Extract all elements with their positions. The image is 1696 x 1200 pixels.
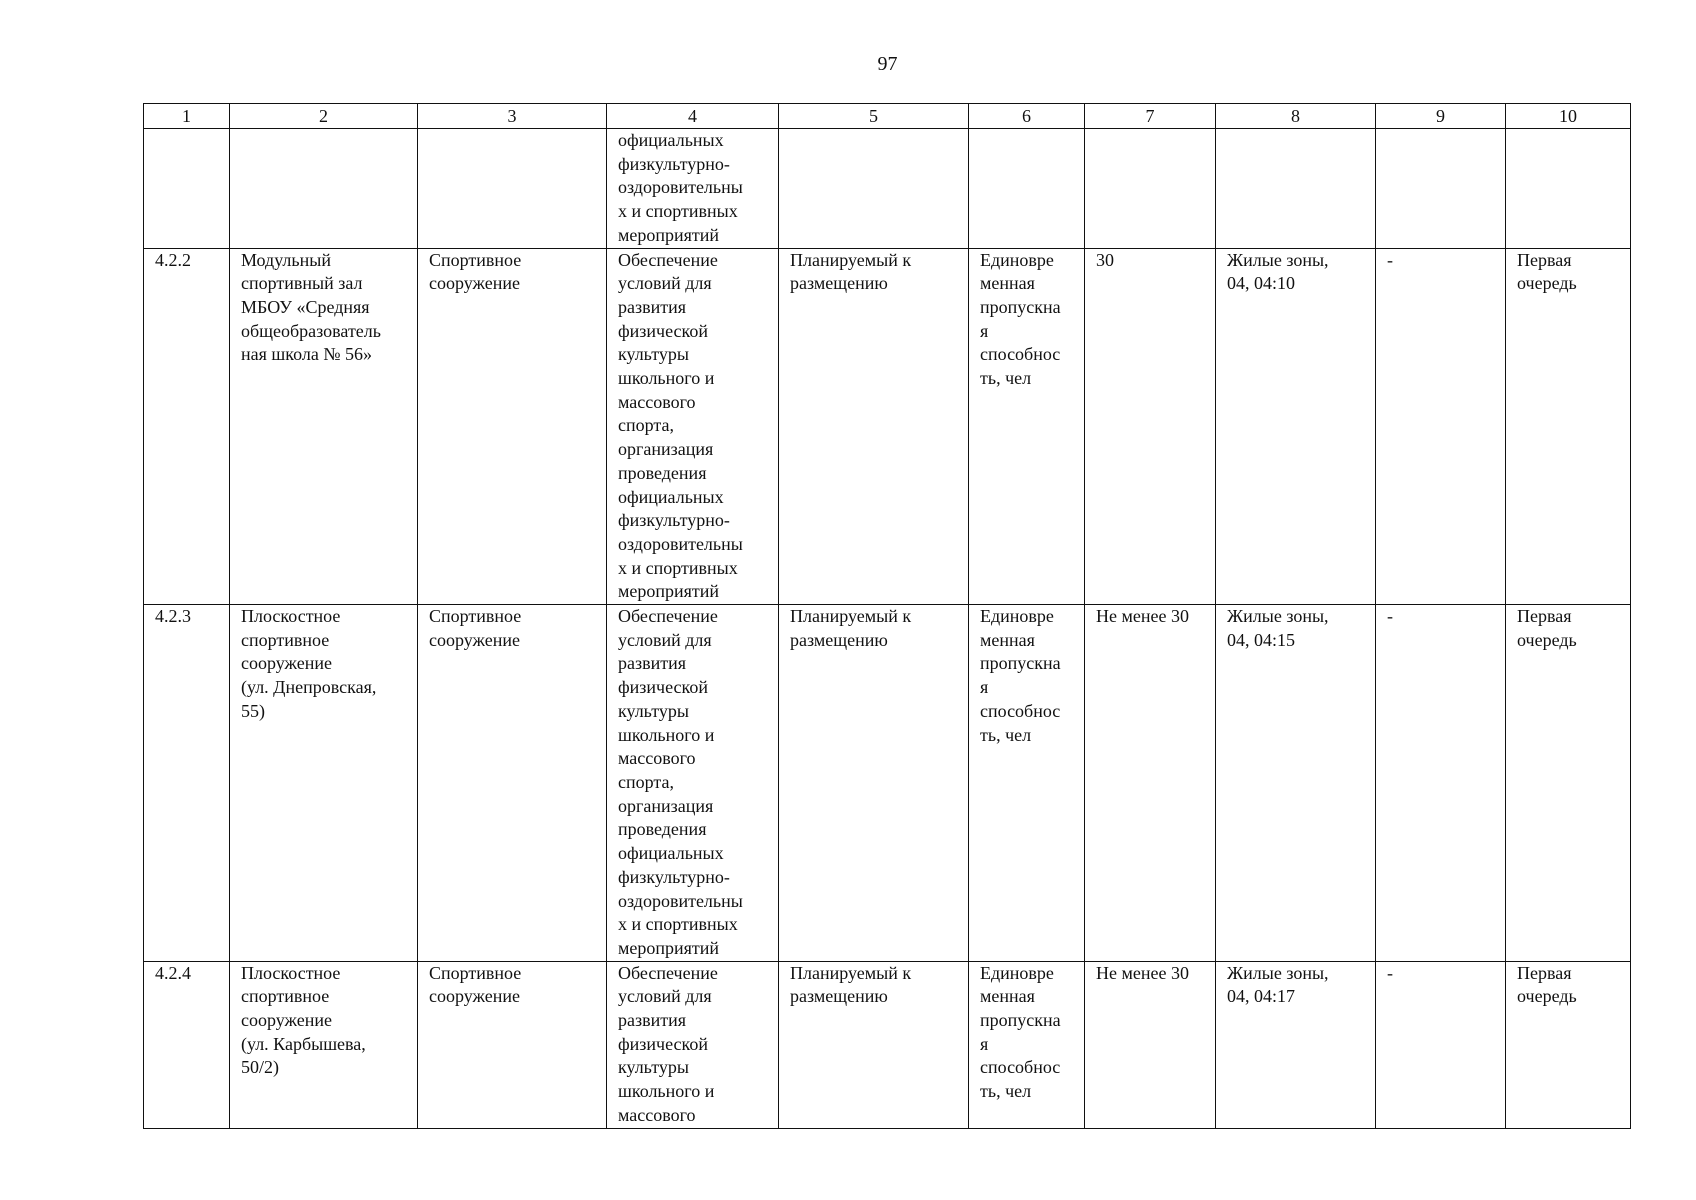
page-number: 97 (877, 53, 898, 75)
cell-stage (1506, 129, 1631, 249)
cell-purpose (607, 248, 779, 605)
header-col-8: 8 (1216, 104, 1376, 129)
cell-purpose (607, 129, 779, 249)
cell-name (230, 129, 418, 249)
header-col-3: 3 (418, 104, 607, 129)
header-col-1: 1 (144, 104, 230, 129)
cell-characteristic (969, 961, 1085, 1128)
cell-characteristic (969, 248, 1085, 605)
cell-text: Первая очередь (1517, 249, 1577, 294)
cell-text: Плоскостное спортивное сооружение (ул. Карбышева, 50/2) (241, 962, 366, 1078)
cell-number (144, 129, 230, 249)
cell-stage (1506, 961, 1631, 1128)
cell-name (230, 248, 418, 605)
cell-type (418, 248, 607, 605)
cell-number (144, 961, 230, 1128)
cell-value (1085, 129, 1216, 249)
header-col-6: 6 (969, 104, 1085, 129)
cell-stage (1506, 248, 1631, 605)
cell-text: Единовре менная пропускна я способнос ть, чел (980, 249, 1061, 389)
header-col-10: 10 (1506, 104, 1631, 129)
cell-col9 (1376, 961, 1506, 1128)
cell-text: официальных физкультурно- оздоровительны х и спортивных мероприятий (618, 130, 743, 245)
cell-zone (1216, 129, 1376, 249)
cell-status (779, 961, 969, 1128)
cell-text: - (1387, 606, 1393, 627)
cell-text: 4.2.4 (155, 962, 191, 983)
cell-value (1085, 248, 1216, 605)
cell-col9 (1376, 248, 1506, 605)
header-col-2: 2 (230, 104, 418, 129)
cell-name (230, 605, 418, 962)
cell-text: Спортивное сооружение (429, 606, 522, 650)
cell-zone (1216, 605, 1376, 962)
cell-text: Планируемый к размещению (790, 962, 912, 1007)
cell-characteristic (969, 129, 1085, 249)
table-row (144, 129, 1631, 249)
table-row (144, 605, 1631, 962)
cell-status (779, 129, 969, 249)
cell-characteristic (969, 605, 1085, 962)
cell-text: Обеспечение условий для развития физической культуры школьного и массового (618, 962, 718, 1125)
cell-number (144, 605, 230, 962)
cell-purpose (607, 605, 779, 962)
document-table (143, 103, 1631, 1129)
cell-number (144, 248, 230, 605)
cell-text: Планируемый к размещению (790, 249, 912, 294)
table-row (144, 961, 1631, 1128)
cell-type (418, 129, 607, 249)
cell-status (779, 605, 969, 962)
cell-text: Первая очередь (1517, 962, 1577, 1007)
header-row (144, 104, 1631, 129)
cell-zone (1216, 961, 1376, 1128)
cell-text: Спортивное сооружение (429, 249, 522, 294)
cell-text: Не менее 30 (1096, 962, 1189, 983)
cell-text: Не менее 30 (1096, 606, 1189, 627)
cell-text: Планируемый к размещению (790, 606, 912, 650)
cell-text: Жилые зоны, 04, 04:15 (1227, 606, 1329, 650)
cell-purpose (607, 961, 779, 1128)
cell-type (418, 961, 607, 1128)
cell-value (1085, 961, 1216, 1128)
cell-text: Жилые зоны, 04, 04:17 (1227, 962, 1329, 1007)
cell-col9 (1376, 605, 1506, 962)
header-col-4: 4 (607, 104, 779, 129)
cell-text: Жилые зоны, 04, 04:10 (1227, 249, 1329, 294)
cell-text: Модульный спортивный зал МБОУ «Средняя общеобразователь ная школа № 56» (241, 249, 381, 365)
table-row (144, 248, 1631, 605)
cell-text: - (1387, 249, 1393, 270)
cell-zone (1216, 248, 1376, 605)
cell-text: Спортивное сооружение (429, 962, 522, 1007)
cell-text: Единовре менная пропускна я способнос ть, чел (980, 606, 1061, 745)
cell-text: Обеспечение условий для развития физической культуры школьного и массового спорта, организация проведения официальных физкультурно- оздоровительны х и спортивных мероприятий (618, 606, 743, 958)
cell-text: Первая очередь (1517, 606, 1577, 650)
cell-type (418, 605, 607, 962)
header-col-5: 5 (779, 104, 969, 129)
cell-text: Плоскостное спортивное сооружение (ул. Днепровская, 55) (241, 606, 377, 721)
cell-status (779, 248, 969, 605)
cell-text: 4.2.2 (155, 249, 191, 270)
cell-name (230, 961, 418, 1128)
cell-text: Единовре менная пропускна я способнос ть, чел (980, 962, 1061, 1102)
cell-text: Обеспечение условий для развития физической культуры школьного и массового спорта, организация проведения официальных физкультурно- оздоровительны х и спортивных мероприятий (618, 249, 743, 602)
cell-text: - (1387, 962, 1393, 983)
header-col-7: 7 (1085, 104, 1216, 129)
cell-stage (1506, 605, 1631, 962)
header-col-9: 9 (1376, 104, 1506, 129)
cell-text: 4.2.3 (155, 606, 191, 627)
cell-value (1085, 605, 1216, 962)
cell-col9 (1376, 129, 1506, 249)
cell-text: 30 (1096, 249, 1114, 270)
